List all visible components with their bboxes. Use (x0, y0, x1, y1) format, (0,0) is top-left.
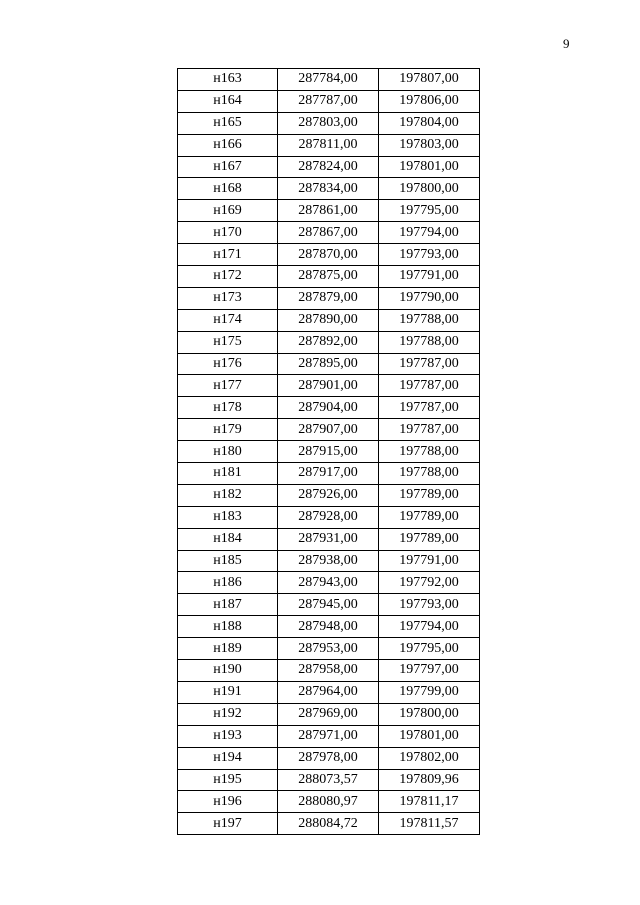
x-coordinate-cell: 288073,57 (278, 769, 379, 791)
x-coordinate-cell: 287824,00 (278, 156, 379, 178)
point-id-cell: н197 (178, 813, 278, 835)
y-coordinate-cell: 197794,00 (379, 616, 480, 638)
y-coordinate-cell: 197787,00 (379, 419, 480, 441)
point-id-cell: н178 (178, 397, 278, 419)
table-row (178, 331, 480, 353)
x-coordinate-cell: 287892,00 (278, 331, 379, 353)
x-coordinate-cell: 287787,00 (278, 90, 379, 112)
x-coordinate-cell: 287890,00 (278, 309, 379, 331)
x-coordinate-cell: 287904,00 (278, 397, 379, 419)
table-row (178, 638, 480, 660)
table-row (178, 90, 480, 112)
point-id-cell: н180 (178, 441, 278, 463)
point-id-cell: н191 (178, 681, 278, 703)
x-coordinate-cell: 287953,00 (278, 638, 379, 660)
point-id-cell: н188 (178, 616, 278, 638)
table-row (178, 550, 480, 572)
table-row (178, 134, 480, 156)
x-coordinate-cell: 287907,00 (278, 419, 379, 441)
y-coordinate-cell: 197789,00 (379, 506, 480, 528)
table-row (178, 244, 480, 266)
x-coordinate-cell: 288080,97 (278, 791, 379, 813)
point-id-cell: н184 (178, 528, 278, 550)
point-id-cell: н172 (178, 266, 278, 288)
coordinates-table-body (178, 69, 480, 835)
x-coordinate-cell: 287943,00 (278, 572, 379, 594)
y-coordinate-cell: 197788,00 (379, 331, 480, 353)
table-row (178, 747, 480, 769)
x-coordinate-cell: 287915,00 (278, 441, 379, 463)
y-coordinate-cell: 197797,00 (379, 660, 480, 682)
table-row (178, 441, 480, 463)
x-coordinate-cell: 287948,00 (278, 616, 379, 638)
y-coordinate-cell: 197793,00 (379, 594, 480, 616)
point-id-cell: н163 (178, 69, 278, 91)
y-coordinate-cell: 197799,00 (379, 681, 480, 703)
x-coordinate-cell: 287969,00 (278, 703, 379, 725)
x-coordinate-cell: 287784,00 (278, 69, 379, 91)
x-coordinate-cell: 287928,00 (278, 506, 379, 528)
table-row (178, 69, 480, 91)
point-id-cell: н196 (178, 791, 278, 813)
y-coordinate-cell: 197795,00 (379, 638, 480, 660)
table-row (178, 528, 480, 550)
point-id-cell: н171 (178, 244, 278, 266)
point-id-cell: н164 (178, 90, 278, 112)
point-id-cell: н167 (178, 156, 278, 178)
point-id-cell: н173 (178, 287, 278, 309)
x-coordinate-cell: 287879,00 (278, 287, 379, 309)
table-row (178, 703, 480, 725)
table-row (178, 791, 480, 813)
x-coordinate-cell: 287895,00 (278, 353, 379, 375)
point-id-cell: н192 (178, 703, 278, 725)
table-row (178, 397, 480, 419)
table-row (178, 594, 480, 616)
y-coordinate-cell: 197800,00 (379, 178, 480, 200)
y-coordinate-cell: 197801,00 (379, 725, 480, 747)
point-id-cell: н179 (178, 419, 278, 441)
y-coordinate-cell: 197809,96 (379, 769, 480, 791)
x-coordinate-cell: 287875,00 (278, 266, 379, 288)
table-row (178, 309, 480, 331)
point-id-cell: н168 (178, 178, 278, 200)
table-row (178, 725, 480, 747)
point-id-cell: н175 (178, 331, 278, 353)
point-id-cell: н182 (178, 484, 278, 506)
point-id-cell: н170 (178, 222, 278, 244)
table-row (178, 375, 480, 397)
coordinates-table (177, 68, 480, 835)
y-coordinate-cell: 197800,00 (379, 703, 480, 725)
x-coordinate-cell: 287834,00 (278, 178, 379, 200)
point-id-cell: н181 (178, 463, 278, 485)
table-row (178, 463, 480, 485)
x-coordinate-cell: 287978,00 (278, 747, 379, 769)
table-row (178, 681, 480, 703)
y-coordinate-cell: 197807,00 (379, 69, 480, 91)
table-row (178, 287, 480, 309)
y-coordinate-cell: 197788,00 (379, 441, 480, 463)
y-coordinate-cell: 197804,00 (379, 112, 480, 134)
point-id-cell: н166 (178, 134, 278, 156)
point-id-cell: н177 (178, 375, 278, 397)
table-row (178, 506, 480, 528)
table-row (178, 353, 480, 375)
table-row (178, 813, 480, 835)
y-coordinate-cell: 197803,00 (379, 134, 480, 156)
table-row (178, 419, 480, 441)
point-id-cell: н187 (178, 594, 278, 616)
table-row (178, 112, 480, 134)
y-coordinate-cell: 197794,00 (379, 222, 480, 244)
y-coordinate-cell: 197791,00 (379, 550, 480, 572)
y-coordinate-cell: 197790,00 (379, 287, 480, 309)
table-row (178, 156, 480, 178)
y-coordinate-cell: 197787,00 (379, 397, 480, 419)
y-coordinate-cell: 197806,00 (379, 90, 480, 112)
x-coordinate-cell: 287971,00 (278, 725, 379, 747)
table-row (178, 200, 480, 222)
x-coordinate-cell: 287917,00 (278, 463, 379, 485)
y-coordinate-cell: 197788,00 (379, 463, 480, 485)
table-row (178, 769, 480, 791)
x-coordinate-cell: 287958,00 (278, 660, 379, 682)
y-coordinate-cell: 197787,00 (379, 375, 480, 397)
x-coordinate-cell: 287931,00 (278, 528, 379, 550)
x-coordinate-cell: 287901,00 (278, 375, 379, 397)
y-coordinate-cell: 197811,57 (379, 813, 480, 835)
point-id-cell: н176 (178, 353, 278, 375)
point-id-cell: н183 (178, 506, 278, 528)
point-id-cell: н174 (178, 309, 278, 331)
y-coordinate-cell: 197795,00 (379, 200, 480, 222)
x-coordinate-cell: 287945,00 (278, 594, 379, 616)
y-coordinate-cell: 197793,00 (379, 244, 480, 266)
y-coordinate-cell: 197788,00 (379, 309, 480, 331)
point-id-cell: н194 (178, 747, 278, 769)
point-id-cell: н195 (178, 769, 278, 791)
x-coordinate-cell: 288084,72 (278, 813, 379, 835)
point-id-cell: н169 (178, 200, 278, 222)
x-coordinate-cell: 287964,00 (278, 681, 379, 703)
point-id-cell: н186 (178, 572, 278, 594)
page-number: 9 (563, 36, 570, 51)
point-id-cell: н189 (178, 638, 278, 660)
x-coordinate-cell: 287867,00 (278, 222, 379, 244)
y-coordinate-cell: 197789,00 (379, 528, 480, 550)
table-row (178, 484, 480, 506)
x-coordinate-cell: 287861,00 (278, 200, 379, 222)
x-coordinate-cell: 287938,00 (278, 550, 379, 572)
point-id-cell: н165 (178, 112, 278, 134)
table-row (178, 178, 480, 200)
x-coordinate-cell: 287870,00 (278, 244, 379, 266)
table-row (178, 222, 480, 244)
y-coordinate-cell: 197801,00 (379, 156, 480, 178)
y-coordinate-cell: 197802,00 (379, 747, 480, 769)
point-id-cell: н185 (178, 550, 278, 572)
y-coordinate-cell: 197787,00 (379, 353, 480, 375)
table-row (178, 572, 480, 594)
x-coordinate-cell: 287811,00 (278, 134, 379, 156)
y-coordinate-cell: 197811,17 (379, 791, 480, 813)
y-coordinate-cell: 197791,00 (379, 266, 480, 288)
x-coordinate-cell: 287926,00 (278, 484, 379, 506)
table-row (178, 266, 480, 288)
point-id-cell: н193 (178, 725, 278, 747)
table-row (178, 660, 480, 682)
y-coordinate-cell: 197789,00 (379, 484, 480, 506)
x-coordinate-cell: 287803,00 (278, 112, 379, 134)
table-row (178, 616, 480, 638)
y-coordinate-cell: 197792,00 (379, 572, 480, 594)
point-id-cell: н190 (178, 660, 278, 682)
